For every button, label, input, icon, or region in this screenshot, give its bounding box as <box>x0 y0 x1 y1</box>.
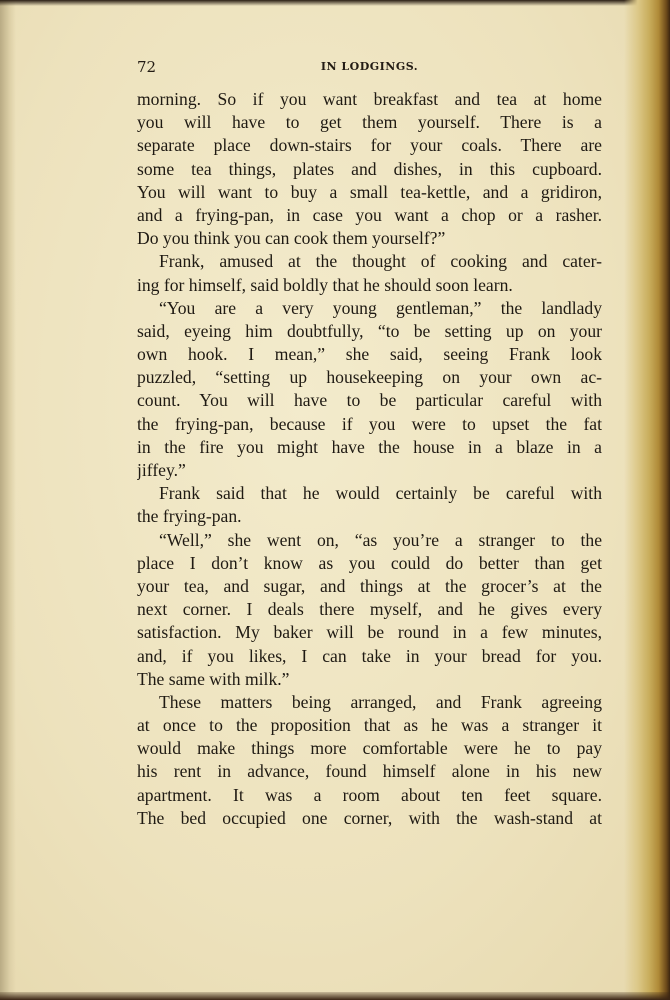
text-line: “Well,” she went on, “as you’re a stranger to the <box>159 529 602 550</box>
text-line: Do you think you can cook them yourself?” <box>137 228 446 249</box>
text-line: These matters being arranged, and Frank agreeing <box>159 691 602 712</box>
text-line: You will want to buy a small tea-kettle, and a gridiron, <box>137 181 602 202</box>
text-line: The bed occupied one corner, with the wash-stand at <box>137 807 602 828</box>
text-line: Frank said that he would certainly be careful with <box>159 483 602 504</box>
text-line: place I don’t know as you could do better than get <box>137 552 602 573</box>
text-line: his rent in advance, found himself alone in his new <box>137 761 602 782</box>
text-line: morning. So if you want breakfast and tea at home <box>137 89 602 109</box>
text-line: puzzled, “setting up housekeeping on your own ac- <box>137 367 602 388</box>
text-line: and, if you likes, I can take in your bread for you. <box>137 645 602 666</box>
text-line: your tea, and sugar, and things at the grocer’s at the <box>137 575 602 596</box>
text-line: ing for himself, said boldly that he should soon learn. <box>137 274 513 295</box>
text-line: and a frying-pan, in case you want a chop or a rasher. <box>137 204 602 225</box>
running-head: IN LODGINGS. <box>320 60 419 73</box>
text-line: said, eyeing him doubtfully, “to be setting up on your <box>137 320 602 341</box>
text-line: Frank, amused at the thought of cooking and cater- <box>159 251 602 272</box>
page-gutter-shadow <box>0 0 16 1000</box>
top-edge <box>0 0 670 6</box>
text-line: the frying-pan, because if you were to upset the fat <box>137 413 602 434</box>
text-line: apartment. It was a room about ten feet square. <box>137 784 602 805</box>
text-line: jiffey.” <box>137 460 186 480</box>
text-line: own hook. I mean,” she said, seeing Frank look <box>137 344 602 365</box>
page-number: 72 <box>137 58 157 76</box>
bottom-edge <box>0 992 670 1000</box>
text-line: some tea things, plates and dishes, in this cupboard. <box>137 158 602 179</box>
text-line: you will have to get them yourself. There is a <box>137 112 602 133</box>
text-line: the frying-pan. <box>137 506 242 527</box>
text-line: next corner. I deals there myself, and he gives every <box>137 599 602 620</box>
text-line: separate place down-stairs for your coals. There are <box>137 135 602 156</box>
text-line: would make things more comfortable were he to pay <box>137 738 602 759</box>
text-line: “You are a very young gentleman,” the landlady <box>159 297 602 318</box>
text-line: The same with milk.” <box>137 668 290 689</box>
page-edge-right <box>624 0 670 1000</box>
page-header <box>137 58 602 82</box>
text-line: count. You will have to be particular careful with <box>137 390 602 411</box>
body-text <box>137 88 602 830</box>
text-line: satisfaction. My baker will be round in a few minutes, <box>137 622 602 643</box>
text-line: at once to the proposition that as he was a stranger it <box>137 715 602 736</box>
text-line: in the fire you might have the house in a blaze in a <box>137 436 602 457</box>
